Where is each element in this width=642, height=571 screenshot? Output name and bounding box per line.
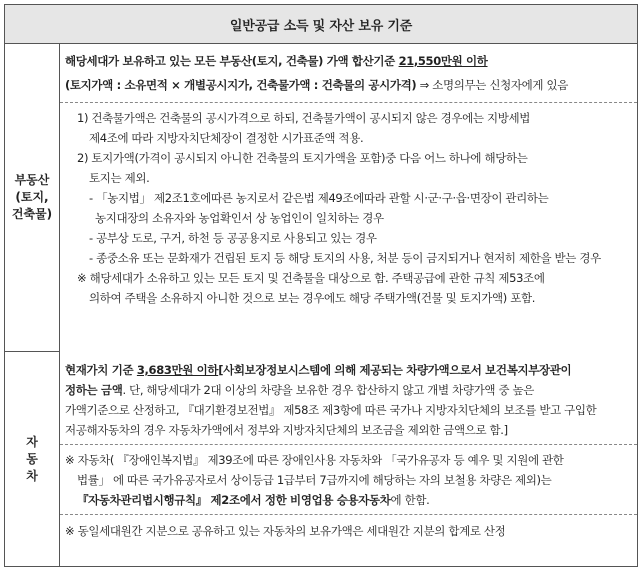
real-estate-label-line: (토지, bbox=[15, 189, 49, 204]
vehicle-multi-car-note: . 단, 해당세대가 2대 이상의 차량을 보유한 경우 합산하지 않고 개별 차량가액 중 높은 bbox=[122, 383, 535, 397]
vehicle-amount: 3,683만원 이하 bbox=[136, 363, 219, 377]
real-estate-formula: (토지가액 : 소유면적 × 개별공시지가, 건축물가액 : 건축물의 공시가격) bbox=[65, 78, 417, 92]
vehicle-note-line: 법률」 에 따른 국가유공자로서 상이등급 1급부터 7급까지에 해당하는 자의 보철용 차량은 제외)는 bbox=[77, 473, 552, 487]
real-estate-amount: 21,550만원 이하 bbox=[398, 54, 488, 68]
real-estate-label-line: 부동산 bbox=[14, 172, 50, 187]
detail-line: 2) 토지가액(가격이 공시되지 아니한 건축물의 토지가액을 포함)중 다음 어느 하나에 해당하는 bbox=[77, 151, 528, 165]
detail-line: 1) 건축물가액은 건축물의 공시가격으로 하되, 건축물가액이 공시되지 않은 경우에는 지방세법 bbox=[77, 111, 530, 125]
real-estate-proof-note: ⇒ 소명의무는 신청자에게 있음 bbox=[416, 78, 568, 92]
real-estate-subheading bbox=[65, 75, 633, 95]
detail-line: - 종중소유 또는 문화재가 건립된 토지 등 해당 토지의 사용, 처분 등이 금지되거나 현저히 제한을 받는 경우 bbox=[89, 251, 601, 265]
real-estate-heading-text: 해당세대가 보유하고 있는 모든 부동산(토지, 건축물) 가액 합산기준 bbox=[65, 54, 399, 68]
vehicle-share-note-text: ※ 동일세대원간 지분으로 공유하고 있는 자동차의 보유가액은 세대원간 지분의 합계로 산정 bbox=[65, 524, 506, 538]
real-estate-details bbox=[65, 108, 633, 308]
real-estate-label bbox=[5, 43, 60, 352]
vehicle-criterion-cont: [사회보장정보시스템에 의해 제공되는 차량가액으로서 보건복지부장관이 bbox=[218, 363, 572, 377]
dashed-divider bbox=[60, 514, 637, 515]
real-estate-heading bbox=[65, 51, 633, 71]
vehicle-details bbox=[65, 360, 633, 440]
table-title: 일반공급 소득 및 자산 보유 기준 bbox=[5, 5, 637, 44]
vehicle-note-line bbox=[65, 490, 633, 510]
vehicle-criterion-end: 정하는 금액 bbox=[65, 383, 123, 397]
detail-line: - 공부상 도로, 구거, 하천 등 공공용지로 사용되고 있는 경우 bbox=[89, 231, 377, 245]
vehicle-label-char: 자 bbox=[26, 434, 38, 449]
vehicle-criterion: 현재가치 기준 bbox=[65, 363, 137, 377]
vehicle-share-note bbox=[65, 521, 633, 541]
vehicle-label-char: 차 bbox=[26, 468, 38, 483]
detail-line: 제4조에 따라 지방자치단체장이 결정한 시가표준액 적용. bbox=[89, 131, 364, 145]
vehicle-label-char: 동 bbox=[26, 451, 38, 466]
dashed-divider bbox=[60, 444, 637, 445]
detail-line: - 「농지법」 제2조1호에따른 농지로서 같은법 제49조에따라 관할 시·군·구·읍·면장이 관리하는 bbox=[89, 191, 549, 205]
detail-line: 농지대장의 소유자와 농업확인서 상 농업인이 일치하는 경우 bbox=[95, 211, 384, 225]
detail-line: 토지는 제외. bbox=[89, 171, 150, 185]
detail-line: ※ 해당세대가 소유하고 있는 모든 토지 및 건축물을 대상으로 함. 주택공급에 관한 규칙 제53조에 bbox=[77, 271, 545, 285]
vehicle-label bbox=[5, 352, 60, 566]
detail-line: 의하여 주택을 소유하지 아니한 것으로 보는 경우에도 해당 주택가액(건물 및 토지가액) 포함. bbox=[89, 291, 536, 305]
vehicle-notes bbox=[65, 450, 633, 510]
dashed-divider bbox=[60, 102, 637, 103]
vehicle-line bbox=[65, 360, 633, 380]
vehicle-line: 가액기준으로 산정하고, 『대기환경보전법』 제58조 제3항에 따른 국가나 지방자치단체의 보조를 받고 구입한 bbox=[65, 403, 597, 417]
vehicle-passenger-rule: 『자동차관리법시행규칙』 제2조에서 정한 비영업용 승용자동차 bbox=[77, 493, 391, 507]
real-estate-label-line: 건축물) bbox=[11, 206, 53, 221]
vehicle-note-line: ※ 자동차( 『장애인복지법』 제39조에 따른 장애인사용 자동차와 「국가유공자 등 예우 및 지원에 관한 bbox=[65, 453, 564, 467]
vehicle-line bbox=[65, 380, 633, 400]
asset-criteria-table bbox=[4, 4, 638, 567]
vehicle-line: 저공해자동차의 경우 자동차가액에서 정부와 지방자치단체의 보조금을 제외한 금액으로 함.] bbox=[65, 423, 508, 437]
vehicle-passenger-rule-end: 에 한함. bbox=[390, 493, 430, 507]
